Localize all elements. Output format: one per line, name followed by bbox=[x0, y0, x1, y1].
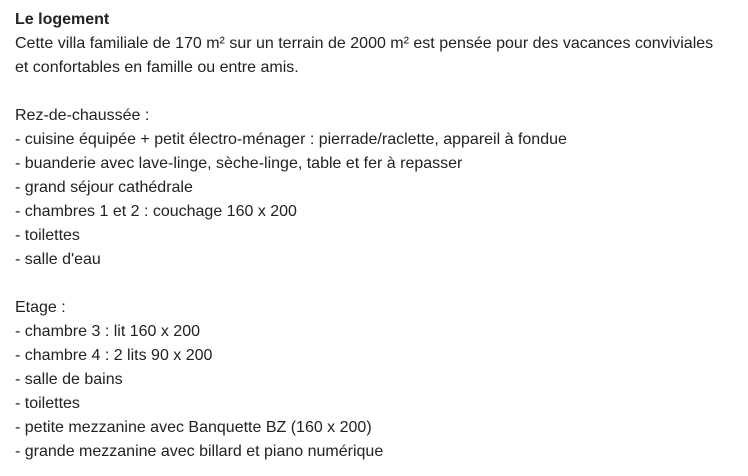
list-item: - chambre 4 : 2 lits 90 x 200 bbox=[15, 347, 213, 364]
upper-floor-title: Etage : bbox=[15, 299, 66, 316]
list-item: - chambre 3 : lit 160 x 200 bbox=[15, 323, 200, 340]
list-item: - grand séjour cathédrale bbox=[15, 179, 193, 196]
intro-line: Cette villa familiale de 170 m² sur un terrain de 2000 m² est pensée pour des vacances conviviales bbox=[15, 35, 714, 52]
list-item: - chambres 1 et 2 : couchage 160 x 200 bbox=[15, 203, 297, 220]
ground-floor-title: Rez-de-chaussée : bbox=[15, 107, 150, 124]
list-item: - salle d'eau bbox=[15, 251, 101, 268]
list-item: - salle de bains bbox=[15, 371, 123, 388]
list-item: - petite mezzanine avec Banquette BZ (160 x 200) bbox=[15, 419, 372, 436]
section-heading: Le logement bbox=[15, 11, 110, 28]
list-item: - cuisine équipée + petit électro-ménager : pierrade/raclette, appareil à fondue bbox=[15, 131, 567, 148]
list-item: - buanderie avec lave-linge, sèche-linge, table et fer à repasser bbox=[15, 155, 463, 172]
list-item: - grande mezzanine avec billard et piano numérique bbox=[15, 443, 384, 460]
listing-description bbox=[15, 8, 740, 464]
blank-line bbox=[15, 80, 740, 104]
intro-line: et confortables en famille ou entre amis. bbox=[15, 59, 299, 76]
list-item: - toilettes bbox=[15, 395, 80, 412]
blank-line bbox=[15, 272, 740, 296]
list-item: - toilettes bbox=[15, 227, 80, 244]
